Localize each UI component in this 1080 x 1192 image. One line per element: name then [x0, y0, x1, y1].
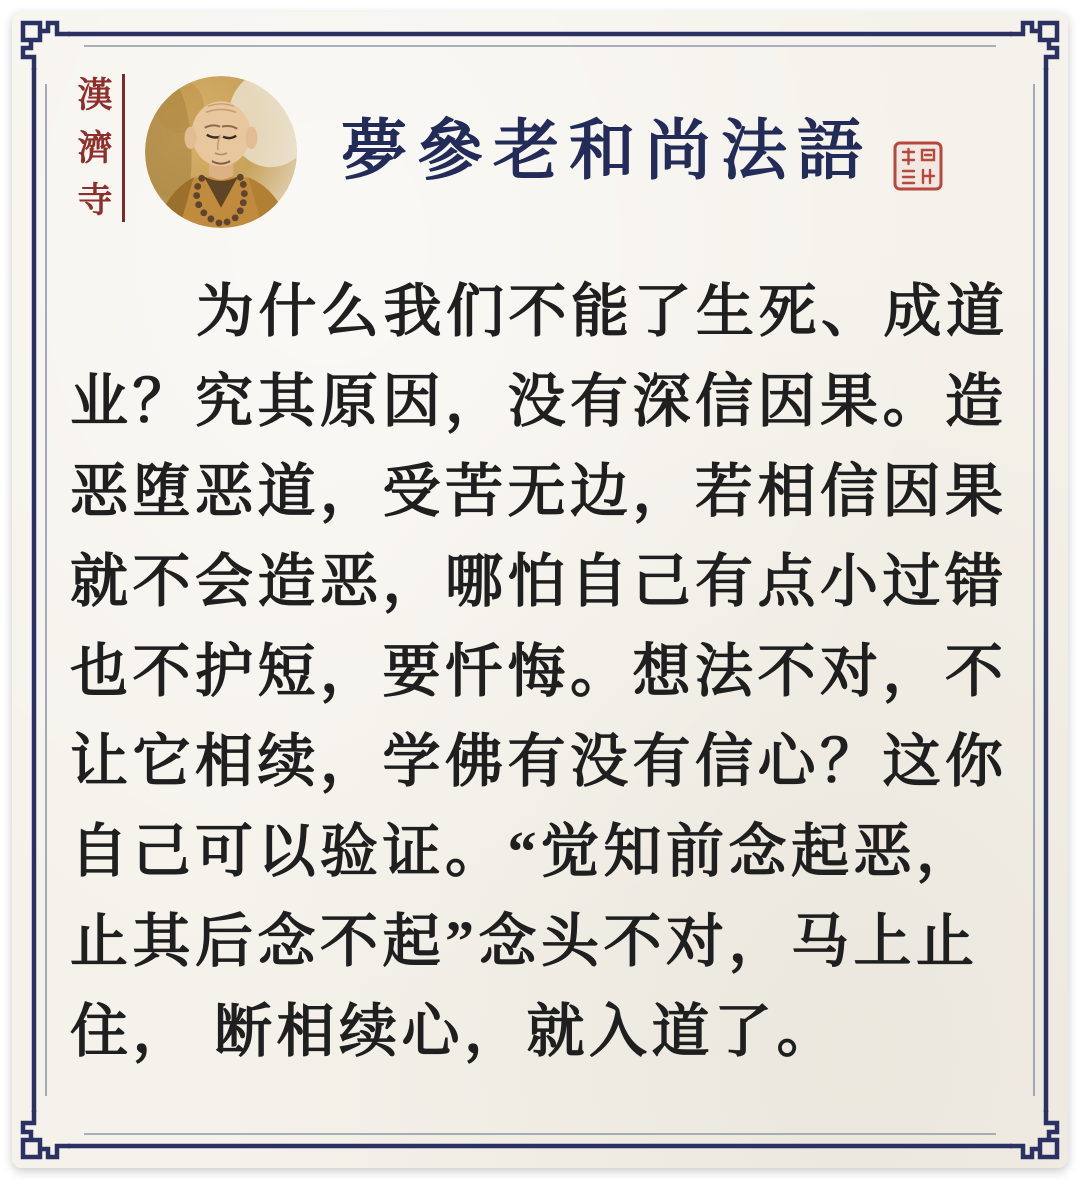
corner-fret-ornament: [23, 23, 70, 70]
page-title: 夢參老和尚法語: [341, 115, 873, 188]
red-seal-stamp-icon: [892, 140, 944, 192]
quote-line: 止其后念不起”念头不对，马上止: [70, 909, 979, 974]
temple-separator-line: [122, 74, 125, 222]
temple-name-column: [76, 78, 114, 218]
quote-line: 为什么我们不能了生死、成道: [196, 279, 1009, 344]
dharma-quote: [70, 267, 1020, 1077]
quote-line: 就不会造恶，哪怕自己有点小过错: [70, 549, 1008, 614]
quote-line: 恶堕恶道，受苦无边，若相信因果: [70, 459, 1008, 524]
quote-line: 也不护短，要忏悔。想法不对，不: [70, 639, 1008, 704]
quote-card: [12, 12, 1068, 1168]
quote-line: 住， 断相续心，就入道了。: [70, 999, 840, 1064]
quote-line: 自己可以验证。“觉知前念起恶，: [70, 819, 979, 884]
temple-char: 濟: [77, 128, 113, 168]
temple-char: 漢: [77, 76, 113, 115]
quote-line: 让它相续，学佛有没有信心？这你: [70, 729, 1008, 794]
quote-line: 业？究其原因，没有深信因果。造: [70, 369, 1008, 434]
temple-char: 寺: [77, 181, 113, 220]
